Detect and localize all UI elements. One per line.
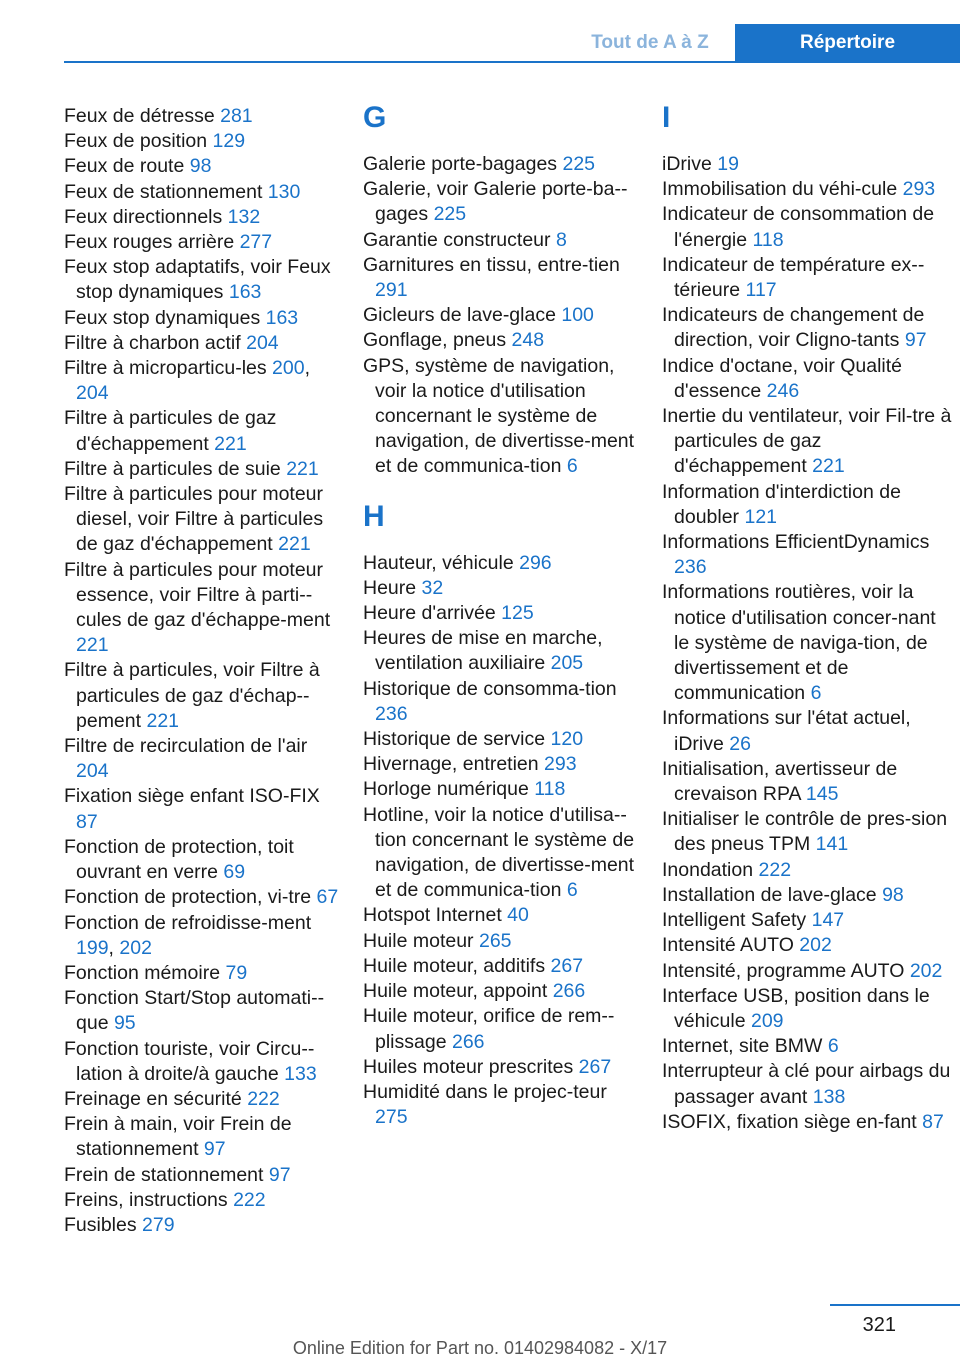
index-entry: [662, 883, 952, 908]
index-entry-text: Feux de route: [64, 155, 190, 178]
page-reference-link[interactable]: 204: [76, 382, 109, 405]
page-reference-link[interactable]: 163: [265, 306, 299, 329]
index-entry: [363, 1055, 638, 1080]
index-entry: [363, 354, 638, 480]
index-entry: [662, 757, 952, 807]
page-reference-link[interactable]: 202: [909, 959, 943, 982]
index-entry: [363, 253, 638, 303]
index-entry: [64, 961, 339, 986]
index-entry-text: Informations routières, voir la notice d'utilisation concer-nant le système de naviga-tion, de divertissement et de communication: [662, 581, 936, 705]
index-entry-text: Fonction mémoire: [64, 961, 226, 984]
index-entry-text: Huiles moteur prescrites: [363, 1055, 579, 1078]
index-entry-text: Indicateurs de changement de direction, voir Cligno-tants: [662, 304, 925, 352]
index-entry-text: Information d'interdiction de doubler: [662, 480, 901, 528]
index-entry-text: Informations EfficientDynamics: [662, 531, 930, 554]
section-gap: [363, 480, 638, 503]
index-entry-text: Internet, site BMW: [662, 1035, 828, 1058]
index-column-1: [64, 104, 339, 1238]
page-reference-link[interactable]: 118: [534, 778, 566, 801]
index-entry: [363, 177, 638, 227]
page-reference-link[interactable]: 296: [519, 551, 552, 574]
index-entry-text: Fonction de protection, vi-tre: [64, 886, 317, 909]
header-tabs: [565, 24, 960, 61]
index-entry: [662, 152, 952, 177]
index-entry-text: Hotspot Internet: [363, 904, 508, 927]
index-entry-text: Interrupteur à clé pour airbags du passager avant: [662, 1060, 951, 1108]
index-entry: [662, 480, 952, 530]
index-entry-text: Intensité, programme AUTO: [662, 959, 910, 982]
index-entry: [662, 354, 952, 404]
page-reference-link[interactable]: 221: [146, 709, 180, 732]
index-column-2: [363, 101, 638, 1130]
index-entry-text: Immobilisation du véhi-cule: [662, 178, 903, 201]
index-entry-text: Installation de lave-glace: [662, 883, 883, 906]
index-entry-text: Heures de mise en marche, ventilation auxiliaire: [363, 627, 603, 675]
page-reference-link[interactable]: 277: [239, 231, 273, 254]
index-entry-text: Freins, instructions: [64, 1188, 234, 1211]
page-reference-link[interactable]: 225: [433, 203, 467, 226]
page-reference-link[interactable]: 209: [750, 1009, 784, 1032]
index-entry: [64, 154, 339, 179]
index-entry-text: ISOFIX, fixation siège en-fant: [662, 1110, 923, 1133]
index-entry: [64, 482, 339, 558]
index-entry: [64, 255, 339, 305]
page-reference-link[interactable]: 69: [223, 861, 246, 884]
index-entry: [363, 576, 638, 601]
index-entry-text: Filtre à particules de suie: [64, 457, 287, 480]
page-reference-link[interactable]: 205: [550, 652, 584, 675]
index-entry: [64, 1112, 339, 1162]
index-entry: [363, 228, 638, 253]
page-reference-link[interactable]: 275: [375, 1106, 408, 1129]
index-entry: [662, 404, 952, 480]
page-reference-link[interactable]: 98: [882, 883, 904, 906]
page-reference-link[interactable]: 67: [316, 886, 339, 909]
page-reference-link[interactable]: 98: [189, 155, 212, 178]
index-entry: [64, 205, 339, 230]
index-entry-text: Indicateur de température ex-térieure: [662, 253, 925, 302]
index-entry-text: Fonction de refroidisse-ment: [64, 911, 312, 934]
page-reference-link[interactable]: 6: [566, 879, 578, 902]
index-entry: [363, 328, 638, 353]
index-entry: [64, 885, 339, 910]
index-entry: [363, 303, 638, 328]
index-entry-text: Fonction touriste, voir Circu-lation à droite/à gauche: [64, 1037, 315, 1085]
page-reference-link[interactable]: 121: [744, 505, 778, 528]
page-reference-link[interactable]: 236: [674, 556, 707, 579]
index-entry: [363, 727, 638, 752]
page-reference-link[interactable]: 87: [76, 810, 98, 833]
index-entry: [662, 1110, 952, 1135]
index-entry-text: Historique de service: [363, 728, 551, 751]
page-reference-link[interactable]: 267: [550, 954, 584, 977]
index-entry-text: Filtre à microparticu-les: [64, 357, 273, 380]
index-entry-text: Gicleurs de lave-glace: [363, 304, 562, 327]
page-reference-link[interactable]: 97: [904, 329, 927, 352]
index-entry-text: Filtre à particules pour moteur essence, voir Filtre à parti-cules de gaz d'échappe-ment: [64, 558, 331, 632]
page-reference-link[interactable]: 129: [212, 130, 246, 153]
page-reference-link[interactable]: 141: [815, 833, 849, 856]
page-reference-link[interactable]: 204: [76, 760, 109, 783]
page-reference-link[interactable]: 222: [247, 1087, 280, 1110]
index-entry: [64, 835, 339, 885]
index-entry-text: Frein de stationnement: [64, 1163, 269, 1186]
index-entry: [662, 858, 952, 883]
page-reference-link[interactable]: 222: [758, 858, 792, 881]
page-reference-link[interactable]: 281: [220, 105, 253, 127]
index-entry-text: Freinage en sécurité: [64, 1087, 248, 1110]
index-entry-text: Fonction Start/Stop automati-que: [64, 987, 325, 1035]
page-reference-link[interactable]: 145: [805, 783, 839, 806]
index-entry-text: Filtre à particules pour moteur diesel, voir Filtre à particules de gaz d'échappement: [64, 483, 324, 556]
page-reference-link[interactable]: 138: [812, 1085, 846, 1108]
page-reference-link[interactable]: 118: [752, 228, 784, 251]
page-reference-link[interactable]: 32: [421, 576, 444, 599]
page-reference-link[interactable]: 133: [284, 1062, 317, 1085]
index-entry: [64, 986, 339, 1036]
page-reference-link[interactable]: 279: [142, 1213, 175, 1236]
index-entry-text: Intelligent Safety: [662, 909, 812, 932]
index-entry: [662, 959, 952, 984]
index-entry-text: Feux de position: [64, 130, 213, 153]
page-reference-link[interactable]: 6: [566, 455, 578, 478]
page-reference-link[interactable]: 266: [552, 980, 586, 1003]
index-entry-text: Galerie porte-bagages: [363, 153, 563, 175]
index-entry-text: Heure d'arrivée: [363, 602, 502, 625]
index-entry: [64, 1087, 339, 1112]
page-reference-link[interactable]: 95: [113, 1012, 136, 1035]
index-entry-text: Filtre à particules, voir Filtre à particules de gaz d'échap-pement: [64, 659, 320, 732]
index-entry: [662, 706, 952, 756]
index-entry: [363, 551, 638, 576]
index-entry: [662, 1034, 952, 1059]
index-entry-text: Feux stop adaptatifs, voir Feux stop dynamiques: [64, 256, 331, 304]
page-reference-link[interactable]: 147: [811, 909, 845, 932]
index-entry-text: Interface USB, position dans le véhicule: [662, 984, 930, 1032]
page-reference-link[interactable]: 267: [578, 1055, 612, 1078]
page-reference-link[interactable]: 221: [286, 457, 319, 480]
page-reference-link[interactable]: 221: [278, 533, 311, 556]
ref-separator: ,: [304, 357, 311, 380]
page-reference-link[interactable]: 266: [451, 1030, 485, 1053]
tab-active[interactable]: Répertoire: [735, 24, 960, 61]
index-entry: [64, 1163, 339, 1188]
index-entry: [662, 580, 952, 706]
index-entry-text: Huile moteur: [363, 929, 479, 952]
index-entry-text: Frein à main, voir Frein de stationnement: [64, 1113, 292, 1161]
page-reference-link[interactable]: 293: [902, 178, 936, 201]
page-reference-link[interactable]: 291: [375, 279, 408, 302]
index-entry: [64, 1213, 339, 1238]
index-entry-text: Feux de stationnement: [64, 180, 268, 203]
page-reference-link[interactable]: 248: [511, 329, 545, 352]
page-number: 321: [862, 1314, 896, 1336]
index-entry: [64, 1188, 339, 1213]
index-entry: [64, 558, 339, 659]
index-entry-text: Heure: [363, 576, 422, 599]
index-entry: [64, 104, 339, 129]
index-entry: [363, 979, 638, 1004]
index-entry: [662, 984, 952, 1034]
index-entry-text: GPS, système de navigation, voir la notice d'utilisation concernant le système de navigation, de divertisse-ment et de communica-tion: [363, 354, 635, 478]
page-reference-link[interactable]: 130: [267, 180, 301, 203]
page-reference-link[interactable]: 204: [246, 331, 279, 354]
index-entry: [363, 626, 638, 676]
index-entry-text: Informations sur l'état actuel, iDrive: [662, 707, 911, 755]
page-reference-link[interactable]: 120: [550, 728, 584, 751]
index-entry: [363, 152, 638, 177]
index-entry: [662, 1059, 952, 1109]
index-entry-text: Intensité AUTO: [662, 934, 800, 957]
index-entry-text: Inondation: [662, 858, 759, 881]
index-entry-text: Feux rouges arrière: [64, 231, 240, 254]
index-entry: [662, 908, 952, 933]
page-reference-link[interactable]: 236: [375, 702, 408, 725]
index-entry-text: Initialisation, avertisseur de crevaison RPA: [662, 757, 898, 806]
index-entry-text: Filtre de recirculation de l'air: [64, 735, 308, 758]
page-reference-link[interactable]: 200: [272, 357, 305, 380]
index-entry-text: Fusibles: [64, 1213, 143, 1236]
index-entry: [662, 933, 952, 958]
header-rule: [64, 61, 960, 63]
page-reference-link[interactable]: 221: [76, 634, 109, 657]
index-entry: [64, 911, 339, 961]
index-entry-text: Gonflage, pneus: [363, 329, 512, 352]
page-reference-link[interactable]: 125: [501, 602, 534, 625]
index-entry-text: Feux de détresse: [64, 105, 221, 127]
page-reference-link[interactable]: 293: [544, 753, 577, 776]
index-entry: [662, 253, 952, 303]
page-reference-link[interactable]: 132: [227, 205, 261, 228]
section-letter: H: [363, 499, 385, 533]
page-reference-link[interactable]: 199: [76, 936, 109, 959]
index-entry-text: Garnitures en tissu, entre-tien: [363, 253, 620, 276]
index-entry: [363, 803, 638, 904]
index-entry-text: Hotline, voir la notice d'utilisa-tion concernant le système de navigation, de divertisse-ment et de communica-tion: [363, 803, 635, 902]
page-reference-link[interactable]: 40: [507, 904, 529, 927]
index-entry-text: Indicateur de consommation de l'énergie: [662, 203, 935, 251]
index-entry: [64, 230, 339, 255]
footer-rule: [830, 1304, 960, 1306]
index-entry-text: Galerie, voir Galerie porte-ba-gages: [363, 178, 628, 226]
page-reference-link[interactable]: 202: [799, 934, 832, 957]
index-entry: [64, 1037, 339, 1087]
index-entry: [64, 356, 339, 406]
index-entry-text: Initialiser le contrôle de pres-sion des pneus TPM: [662, 808, 948, 856]
index-entry: [363, 677, 638, 727]
index-entry-text: Hauteur, véhicule: [363, 551, 520, 574]
index-entry-text: Horloge numérique: [363, 778, 535, 801]
footer-edition: Online Edition for Part no. 01402984082 - X/17: [292, 1338, 668, 1358]
page-reference-link[interactable]: 246: [766, 379, 800, 402]
page-reference-link[interactable]: 117: [745, 279, 777, 302]
index-entry-text: Humidité dans le projec-teur: [363, 1080, 607, 1103]
page-reference-link[interactable]: 6: [810, 682, 822, 705]
page-reference-link[interactable]: 26: [729, 732, 751, 755]
index-entry: [363, 1004, 638, 1054]
page-reference-link[interactable]: 87: [922, 1110, 944, 1133]
page-reference-link[interactable]: 79: [225, 961, 248, 984]
page-reference-link[interactable]: 265: [478, 929, 512, 952]
section-letter: I: [662, 101, 671, 134]
index-entry: [662, 530, 952, 580]
index-entry-text: Huile moteur, appoint: [363, 980, 553, 1003]
index-entry-text: Historique de consomma-tion: [363, 677, 617, 700]
index-entry-text: Garantie constructeur: [363, 228, 556, 251]
index-entry-text: Indice d'octane, voir Qualité d'essence: [662, 354, 903, 402]
page-reference-link[interactable]: 221: [812, 455, 845, 478]
tab-section[interactable]: Tout de A à Z: [565, 24, 735, 61]
index-entry: [64, 457, 339, 482]
section-letter: G: [363, 101, 387, 134]
index-entry-text: Fonction de protection, toit ouvrant en verre: [64, 835, 294, 884]
index-entry-text: Filtre à charbon actif: [64, 331, 247, 354]
index-entry: [662, 177, 952, 202]
page-reference-link[interactable]: 202: [119, 936, 152, 959]
index-entry: [363, 752, 638, 777]
page-reference-link[interactable]: 225: [562, 153, 596, 175]
index-column-3: [662, 101, 952, 1135]
index-entry: [363, 903, 638, 928]
index-entry: [64, 306, 339, 331]
index-entry: [64, 180, 339, 205]
index-entry: [363, 777, 638, 802]
index-entry: [64, 129, 339, 154]
index-entry: [64, 658, 339, 734]
page-reference-link[interactable]: 97: [203, 1138, 226, 1161]
index-entry: [662, 303, 952, 353]
index-entry: [64, 784, 339, 834]
page-reference-link[interactable]: 19: [717, 153, 739, 175]
page-reference-link[interactable]: 222: [233, 1188, 266, 1211]
ref-separator: ,: [108, 936, 120, 959]
index-entry-text: iDrive: [662, 153, 718, 175]
index-entry: [363, 601, 638, 626]
index-entry-text: Huile moteur, additifs: [363, 954, 551, 977]
index-entry-text: Fixation siège enfant ISO-FIX: [64, 785, 320, 808]
index-entry-text: Inertie du ventilateur, voir Fil-tre à particules de gaz d'échappement: [662, 405, 952, 478]
index-entry-text: Hivernage, entretien: [363, 753, 545, 776]
index-entry: [662, 202, 952, 252]
page-reference-link[interactable]: 163: [228, 281, 262, 304]
page-reference-link[interactable]: 8: [555, 228, 567, 251]
index-entry-text: Feux stop dynamiques: [64, 306, 266, 329]
index-entry: [64, 331, 339, 356]
index-entry: [662, 807, 952, 857]
index-entry: [363, 929, 638, 954]
page-reference-link[interactable]: 100: [561, 304, 594, 327]
index-entry: [363, 954, 638, 979]
index-entry: [64, 406, 339, 456]
index-entry-text: Feux directionnels: [64, 205, 228, 228]
index-entry-text: Huile moteur, orifice de rem-plissage: [363, 1005, 615, 1053]
index-entry-text: Filtre à particules de gaz d'échappement: [64, 407, 277, 455]
index-entry: [363, 1080, 638, 1130]
index-entry: [64, 734, 339, 784]
page-reference-link[interactable]: 6: [827, 1035, 839, 1058]
page-reference-link[interactable]: 221: [214, 432, 247, 455]
page-reference-link[interactable]: 97: [268, 1163, 291, 1186]
